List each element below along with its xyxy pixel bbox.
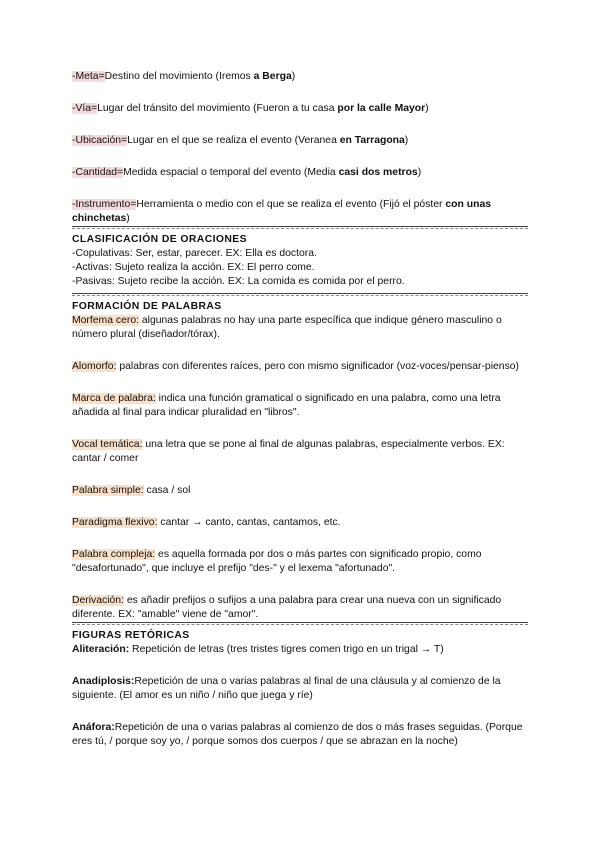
list-item: Derivación: es añadir prefijos o sufijos a una palabra para crear una nueva con un significado diferente. EX: "amable" viene de "amor". — [72, 595, 502, 620]
list-item: Palabra simple: casa / sol — [72, 485, 191, 496]
list-item: Marca de palabra: indica una función gramatical o significado en una palabra, como una letra añadida al final para indicar pluralidad en "libros". — [72, 393, 501, 418]
list-item: Anadiplosis:Repetición de una o varias palabras al final de una cláusula y al comienzo de la siguiente. (El amor es un niño / niño que juega y ríe) — [72, 676, 501, 701]
list-item: Anáfora:Repetición de una o varias palabras al comienzo de dos o más frases seguidas. (Porque eres tú, / porque soy yo, / porque somos dos cuerpos / que se abrazan en la noche) — [72, 722, 523, 747]
list-item: -Activas: Sujeto realiza la acción. EX: El perro come. — [72, 262, 315, 273]
section-title: CLASIFICACIÓN DE ORACIONES — [72, 234, 247, 245]
definition-instrumento: -Instrumento=Herramienta o medio con el que se realiza el evento (Fijó el póster con unas chinchetas) — [72, 199, 492, 224]
term: -Instrumento= — [72, 199, 137, 210]
section-divider — [72, 226, 528, 229]
list-item: Palabra compleja: es aquella formada por dos o más partes con significado propio, como "desafortunado", que incluye el prefijo "des-" y el lexema "afortunado". — [72, 549, 482, 574]
list-item: Alomorfo: palabras con diferentes raíces, pero con mismo significador (voz-voces/pensar-pienso) — [72, 361, 520, 372]
list-item: Aliteración: Repetición de letras (tres tristes tigres comen trigo en un trigal → T) — [72, 644, 444, 655]
definition-meta: -Meta=Destino del movimiento (Iremos a Berga) — [72, 71, 296, 82]
section-title: FORMACIÓN DE PALABRAS — [72, 301, 222, 312]
section-title: FIGURAS RETÓRICAS — [72, 630, 190, 641]
definition-cantidad: -Cantidad=Medida espacial o temporal del evento (Media casi dos metros) — [72, 167, 422, 178]
list-item: Vocal temática: una letra que se pone al final de algunas palabras, especialmente verbos. EX: cantar / comer — [72, 439, 505, 464]
section-divider — [72, 293, 528, 296]
section-divider — [72, 622, 528, 625]
term: -Ubicación= — [72, 135, 128, 146]
top-definitions — [72, 70, 528, 226]
section-figuras — [72, 629, 528, 749]
list-item: Morfema cero: algunas palabras no hay una parte específica que indique género masculino o número plural (diseñador/tórax). — [72, 315, 502, 340]
list-item: -Copulativas: Ser, estar, parecer. EX: Ella es doctora. — [72, 248, 317, 259]
term: -Meta= — [72, 71, 105, 82]
section-formacion — [72, 300, 528, 622]
definition-ubicacion: -Ubicación=Lugar en el que se realiza el evento (Veranea en Tarragona) — [72, 135, 409, 146]
definition-via: -Vía=Lugar del tránsito del movimiento (Fueron a tu casa por la calle Mayor) — [72, 103, 429, 114]
section-clasificacion — [72, 233, 528, 289]
term: -Vía= — [72, 103, 98, 114]
list-item: Paradigma flexivo: cantar → canto, cantas, cantamos, etc. — [72, 517, 341, 528]
term: -Cantidad= — [72, 167, 124, 178]
list-item: -Pasivas: Sujeto recibe la acción. EX: La comida es comida por el perro. — [72, 276, 405, 287]
